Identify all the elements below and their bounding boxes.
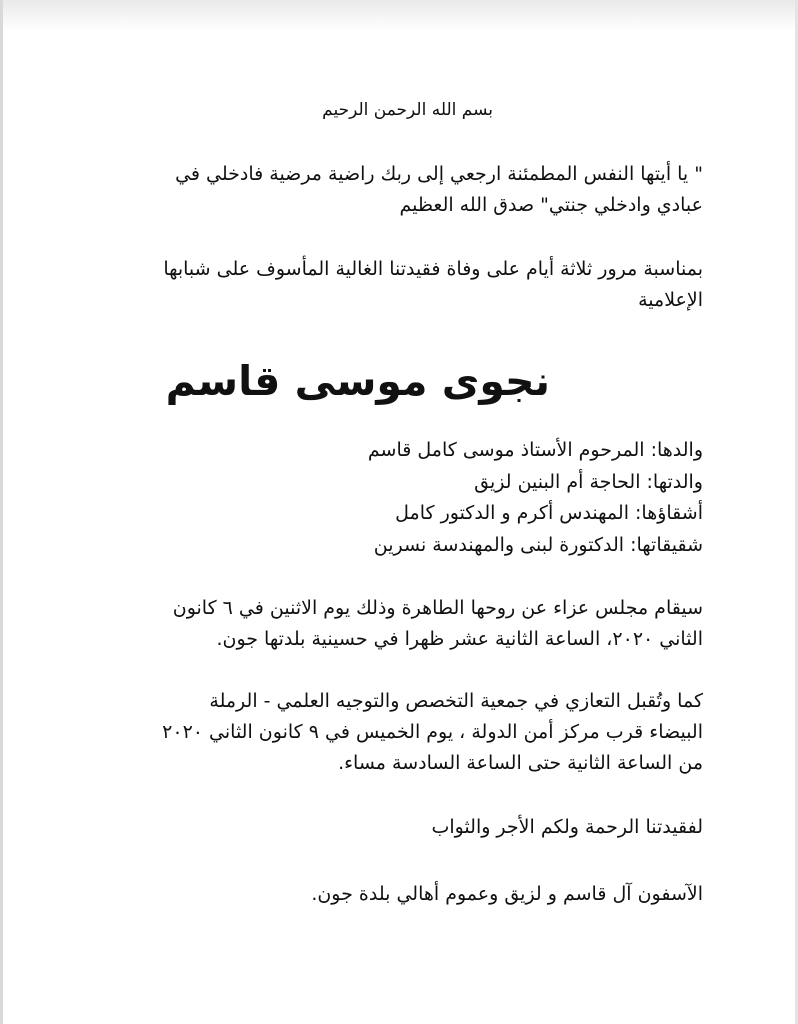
gathering-line: سيقام مجلس عزاء عن روحها الطاهرة وذلك يوم الاثنين في ٦ كانون: [172, 597, 703, 619]
family-sisters: شقيقاتها: الدكتورة لبنى والمهندسة نسرين: [373, 533, 703, 556]
deceased-name: نجوى موسى قاسم: [165, 357, 550, 405]
gathering-line: الثاني ٢٠٢٠، الساعة الثانية عشر ظهرا في حسينية بلدتها جون.: [216, 628, 703, 650]
mourning-gathering-paragraph: [173, 593, 703, 655]
condolence-line: البيضاء قرب مركز أمن الدولة ، يوم الخميس في ٩ كانون الثاني ٢٠٢٠: [162, 721, 703, 743]
basmala-heading: بسم الله الرحمن الرحيم: [322, 100, 493, 120]
family-mother: والدتها: الحاجة أم البنين لزيق: [474, 470, 703, 493]
page-left-edge: [0, 0, 3, 1024]
occasion-line: الإعلامية: [638, 289, 703, 311]
family-father: والدها: المرحوم الأستاذ موسى كامل قاسم: [367, 439, 703, 461]
condolence-line: من الساعة الثانية حتى الساعة السادسة مساء.: [338, 752, 703, 774]
family-list: [368, 435, 703, 561]
occasion-line: بمناسبة مرور ثلاثة أيام على وفاة فقيدتنا الغالية المأسوف على شبابها: [163, 258, 703, 280]
page-top-shadow: [0, 0, 798, 30]
occasion-paragraph: [163, 254, 703, 316]
verse-line: عبادي وادخلي جنتي" صدق الله العظيم: [399, 194, 703, 216]
condolence-line: كما وتُقبل التعازي في جمعية التخصص والتوجيه العلمي - الرملة: [209, 690, 703, 712]
mercy-line: لفقيدتنا الرحمة ولكم الأجر والثواب: [431, 816, 703, 838]
mourners-signature: الآسفون آل قاسم و لزيق وعموم أهالي بلدة جون.: [311, 883, 703, 905]
condolences-paragraph: [162, 686, 703, 779]
family-brothers: أشقاؤها: المهندس أكرم و الدكتور كامل: [395, 502, 703, 524]
quran-verse: [175, 159, 703, 221]
verse-line: " يا أيتها النفس المطمئنة ارجعي إلى ربك راضية مرضية فادخلي في: [175, 163, 703, 185]
